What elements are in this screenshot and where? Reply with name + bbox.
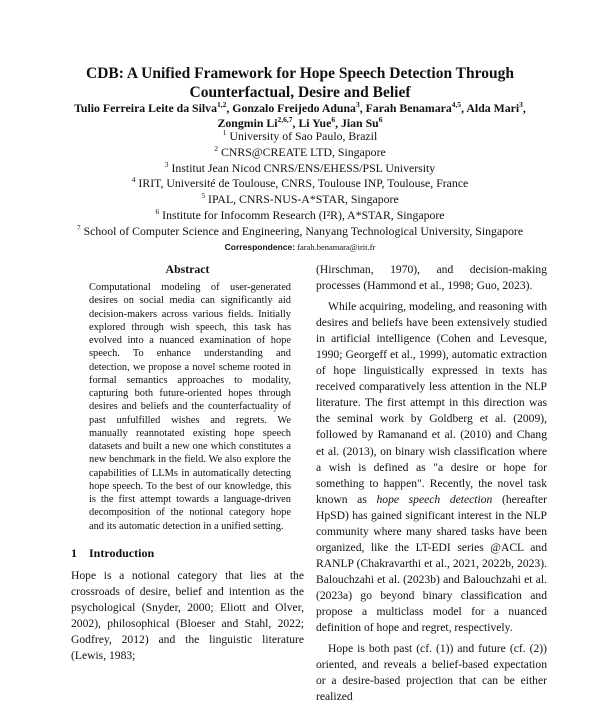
- affiliation: [40, 145, 560, 161]
- author-affil-sup: 1,2: [216, 100, 227, 110]
- affiliation: [40, 192, 560, 208]
- author-name: Zongmin Li: [217, 116, 278, 130]
- right-paragraph-2: Hope is both past (cf. (1)) and future (cf. (2)) oriented, and reveals a belief-based expectation or a desire-based projection that can be either realized: [316, 642, 547, 704]
- right-paragraph-1: [316, 299, 547, 636]
- affiliation: [40, 224, 560, 240]
- affiliation-sup: 6: [155, 207, 160, 217]
- section-number: 1: [71, 545, 77, 560]
- affiliation-sup: 3: [164, 159, 169, 169]
- title-line-2: Counterfactual, Desire and Belief: [189, 84, 411, 101]
- intro-paragraph-left: Hope is a notional category that lies at the crossroads of desire, belief and intention as the psychological (Snyder, 2000; Eliott and Olver, 2002), philosophical (Bloeser and Stahl, 2022; Godfrey, 2012) and the linguistic literature (Lewis, 1983;: [71, 568, 304, 662]
- affiliation: [40, 208, 560, 224]
- paragraph-text: (hereafter HpSD) has gained significant interest in the NLP community where many shared tasks have been organized, like the LT-EDI series @ACL and RANLP (Chakravarthi et al., 2021, 2022b, 2023). Balouchzahi et al. (2023b) and Balouchzahi et al. (2023a) go beyond binary classification and propose a multiclass model for a nuanced definition of hope and regret, respectively.: [316, 492, 548, 635]
- author-name: Gonzalo Freijedo Aduna: [232, 101, 356, 115]
- affiliation-text: Institut Jean Nicod CNRS/ENS/EHESS/PSL University: [171, 160, 436, 175]
- author-affil-sup: 3: [519, 100, 523, 110]
- right-column: [316, 262, 547, 705]
- author-affil-sup: 6: [331, 115, 336, 125]
- affiliation: [40, 129, 560, 145]
- affiliation: [40, 161, 560, 177]
- author-name: Jian Su: [340, 116, 379, 130]
- author-affil-sup: 4,5: [451, 100, 462, 110]
- affiliation-text: IPAL, CNRS-NUS-A*STAR, Singapore: [208, 192, 399, 207]
- author-name: Li Yue: [298, 116, 332, 130]
- affiliation: [40, 176, 560, 192]
- abstract-body: Computational modeling of user-generated desires on social media can significantly aid decision-makers across various fields. Initially explored through wish speech, this task has evolved into a nuanced examination of hope speech. To enhance understanding and detection, we propose a novel scheme rooted in formal semantics approaches to modality, capturing both future-oriented hopes through desires and beliefs and the counterfactuality of past unfulfilled wishes and regrets. We manually reannotated existing hope speech datasets and built a new one which constitutes a new benchmark in the field. We also explore the capabilities of LLMs in automatically detecting hope speech. To the best of our knowledge, this is the first attempt towards a language-driven decomposition of the notional category hope and its automatic detection in a unified setting.: [89, 282, 291, 532]
- right-paragraph-0: (Hirschman, 1970), and decision-making processes (Hammond et al., 1998; Guo, 2023).: [316, 263, 547, 293]
- affiliation-sup: 4: [131, 175, 136, 185]
- paragraph-text: While acquiring, modeling, and reasoning with desires and beliefs have been extensively studied in artificial intelligence (Cohen and Levesque, 1990; Georgeff et al., 1999), automatic extraction of hope linguistically expressed in texts has received comparatively less attention in the NLP literature. The first attempt in this direction was the seminal work by Goldberg et al. (2009), followed by Ramanand et al. (2010) and Chang et al. (2013), on binary wish classification where a wish is defined as "a desire or hope for something to happen". Recently, the novel task known as: [316, 300, 547, 506]
- affiliation-text: School of Computer Science and Engineering, Nanyang Technological University, Singapore: [83, 223, 524, 238]
- affiliation-text: Institute for Infocomm Research (I²R), A*STAR, Singapore: [162, 207, 445, 222]
- affiliation-sup: 2: [214, 143, 218, 153]
- section-title: Introduction: [89, 545, 155, 560]
- affiliation-sup: 5: [201, 191, 206, 201]
- author-affil-sup: 3: [355, 100, 360, 110]
- correspondence: [40, 240, 560, 254]
- author-list: [40, 101, 560, 131]
- affiliation-list: [40, 129, 560, 254]
- author-line-1: Tulio Ferreira Leite da Silva$^{1,2}$, Gonzalo Freijedo Aduna$^3$, Farah Benamara$^{4,5}$, Alda Mari$^3$,: [74, 100, 526, 115]
- abstract-heading: Abstract: [165, 262, 210, 276]
- correspondence-label: Correspondence:: [224, 241, 296, 252]
- author-name: Alda Mari: [466, 101, 520, 115]
- author-name: Tulio Ferreira Leite da Silva: [74, 101, 217, 115]
- correspondence-email[interactable]: farah.benamara@irit.fr: [297, 241, 376, 252]
- affiliation-text: University of Sao Paulo, Brazil: [229, 129, 378, 143]
- author-name: Farah Benamara: [365, 101, 452, 115]
- author-affil-sup: 6: [378, 115, 383, 125]
- affiliation-text: IRIT, Université de Toulouse, CNRS, Toulouse INP, Toulouse, France: [138, 176, 469, 191]
- left-column: [71, 262, 304, 664]
- paper-title: [40, 64, 560, 102]
- affiliation-text: CNRS@CREATE LTD, Singapore: [220, 144, 386, 159]
- affiliation-sup: 7: [76, 222, 81, 232]
- author-line-2: Zongmin Li$^{2,6,7}$, Li Yue$^6$, Jian Su$^6$: [217, 115, 383, 130]
- italic-term: hope speech detection: [376, 492, 493, 506]
- section-heading-introduction: [71, 545, 304, 561]
- author-affil-sup: 2,6,7: [277, 115, 293, 125]
- title-line-1: CDB: A Unified Framework for Hope Speech Detection Through: [86, 65, 514, 82]
- affiliation-sup: 1: [222, 128, 227, 138]
